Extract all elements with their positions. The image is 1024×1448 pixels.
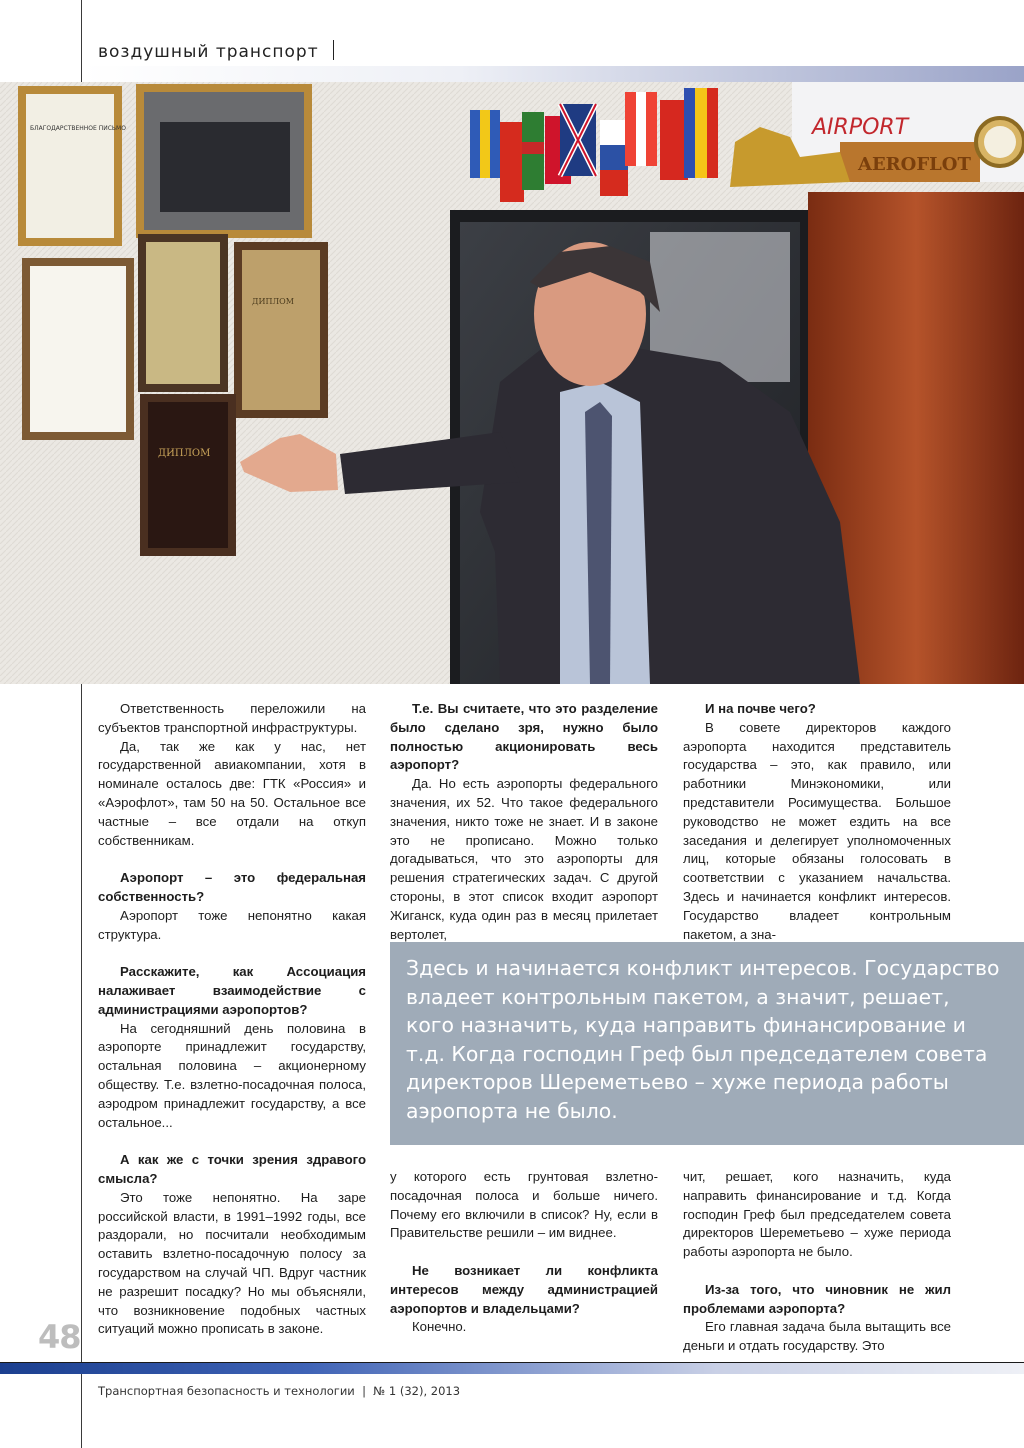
c3-question-1: И на почве чего? <box>705 701 816 716</box>
section-divider <box>333 40 334 60</box>
c2-para-1: Да. Но есть аэропорты федерального значения, их 52. Что такое федерального значения, никто тоже не знает. И в законе это не прописано. Можно только догадываться, что это аэропорты для решения стратегических задач. С другой стороны, в этот список входит аэропорт Жиганск, куда один раз в месяц прилетает вертолет, <box>390 776 658 942</box>
article-photo <box>0 82 1024 684</box>
aeroflot-logo-text: AEROFLOT <box>858 154 971 175</box>
c3-para-1: В совете директоров каждого аэропорта находится представитель государства – это, как правило, или работники Минэкономики, или представители Росимущества. Большое руководство не может ездить на все заседания и делегирует уполномоченных лиц, которые обязаны голосовать в соответствии с указанием начальства. Здесь и начинается конфликт интересов. Государство владеет контрольным пакетом, а зна- <box>683 719 951 942</box>
footer-text: Транспортная безопасность и технологии | № 1 (32), 2013 <box>98 1384 461 1398</box>
c2-para-3: Конечно. <box>412 1319 467 1335</box>
c3-para-3: Его главная задача была вытащить все деньги и отдать государству. Это <box>683 1319 951 1354</box>
c2-question-1: Т.е. Вы считаете, что это разделение было сделано зря, нужно было полностью акционировать весь аэропорт? <box>390 701 658 773</box>
c3-question-2: Из-за того, что чиновник не жил проблемами аэропорта? <box>683 1281 951 1316</box>
c1-para-3: Аэропорт тоже непонятно какая структура. <box>98 907 366 942</box>
c1-question-3: А как же с точки зрения здравого смысла? <box>98 1152 366 1186</box>
header-band <box>82 66 1024 82</box>
column-3-bottom <box>683 1168 951 1356</box>
section-header <box>98 40 334 62</box>
pull-quote <box>390 942 1024 1145</box>
c1-question-1: Аэропорт – это федеральная собственность? <box>98 870 366 904</box>
c1-para-4: На сегодняшний день половина в аэропорте принадлежит государству, остальная половина – акционерному обществу. Т.е. взлетно-посадочная полоса, аэродром принадлежит государству, а все остальное... <box>98 1020 366 1130</box>
c1-para-2: Да, так же как у нас, нет государственной авиакомпании, хотя в номинале осталось две: ГТК «Россия» и «Аэрофлот», там 50 на 50. Остальное все частные – все отдали на откуп собственникам. <box>98 738 366 848</box>
frame-label-1: БЛАГОДАРСТВЕННОЕ ПИСЬМО <box>30 125 126 132</box>
footer-band <box>0 1362 1024 1374</box>
column-2-top <box>390 700 658 944</box>
c1-para-5: Это тоже непонятно. На заре российской власти, в 1991–1992 годы, все раздорали, но посчитали необходимым оставить взлетно-посадочную полосу за государством на случай ЧП. Вдруг частник не разрешит посадку? Но мы объясняли, что возникновение подобных частных ситуаций можно прописать в законе. <box>98 1189 366 1337</box>
c2-question-2: Не возникает ли конфликта интересов между администрацией аэропортов и владельцами? <box>390 1262 658 1316</box>
page-number: 48 <box>38 1318 81 1356</box>
frame-label-3: ДИПЛОМ <box>158 448 211 459</box>
c1-question-2: Расскажите, как Ассоциация налаживает взаимодействие с администрациями аэропортов? <box>98 964 366 1017</box>
column-1 <box>98 700 366 1339</box>
pull-quote-text: Здесь и начинается конфликт интересов. Государство владеет контрольным пакетом, а значит, решает, кого назначить, куда направить финансирование и т.д. Когда господин Греф был председателем совета директоров Шереметьево – хуже периода работы аэропорта не было. <box>406 956 1000 1123</box>
frame-label-2: ДИПЛОМ <box>252 297 294 306</box>
c1-para-1: Ответственность переложили на субъектов транспортной инфраструктуры. <box>98 701 366 735</box>
sign-airport-text: AIRPORT <box>812 115 909 140</box>
c2-para-2: у которого есть грунтовая взлетно-посадочная полоса и больше ничего. Почему его включили в список? Ну, если в Правительстве решили – им виднее. <box>390 1169 658 1241</box>
photo-illustration <box>0 82 1024 684</box>
column-2-bottom <box>390 1168 658 1337</box>
section-title: воздушный транспорт <box>98 42 319 62</box>
column-3-top <box>683 700 951 944</box>
c3-para-2: чит, решает, кого назначить, куда направить финансирование и т.д. Когда господин Греф был председателем совета директоров Шереметьево – хуже периода работы аэропорта не было. <box>683 1169 951 1260</box>
